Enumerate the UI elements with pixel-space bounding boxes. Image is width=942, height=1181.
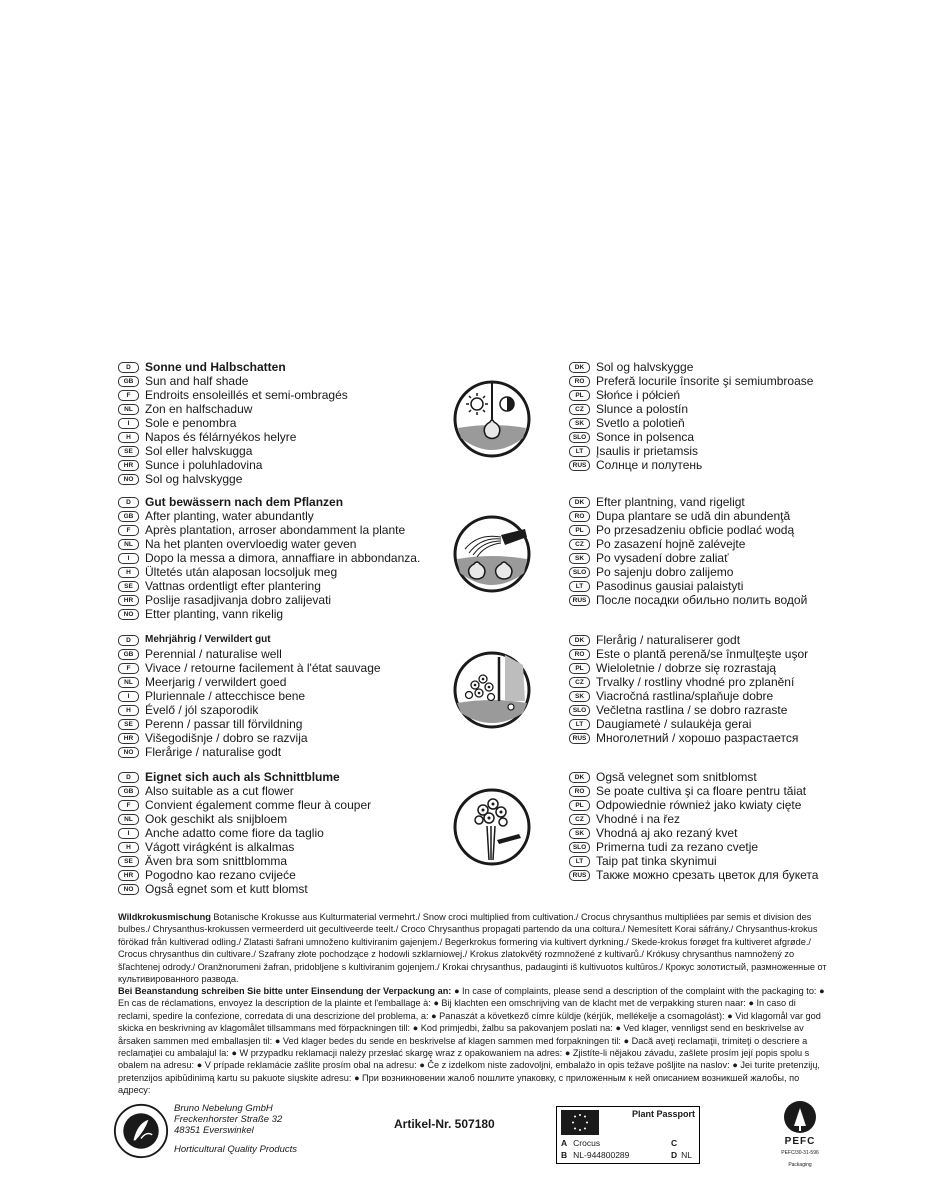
language-code-badge: D xyxy=(118,635,139,646)
language-row-nl xyxy=(118,402,348,416)
language-row-text: Convient également comme fleur à couper xyxy=(145,798,372,812)
language-row-text: Słońce i półcień xyxy=(596,388,681,402)
language-row-text: Višegodišnje / dobro se razvija xyxy=(145,731,308,745)
language-row-text: Zon en halfschaduw xyxy=(145,402,253,416)
language-code-badge: H xyxy=(118,842,139,853)
language-code-badge: F xyxy=(118,525,139,536)
language-row-dk xyxy=(569,633,808,647)
language-code-badge: PL xyxy=(569,800,590,811)
language-code-badge: DK xyxy=(569,497,590,508)
language-row-text: Sol eller halvskugga xyxy=(145,444,253,458)
language-row-text: После посадки обильно полить водой xyxy=(596,593,808,607)
language-row-gb xyxy=(118,647,381,661)
language-code-badge: HR xyxy=(118,733,139,744)
language-row-text: Vivace / retourne facilement à l'état sauvage xyxy=(145,661,381,675)
left-language-column xyxy=(118,495,420,621)
language-row-cz xyxy=(569,812,818,826)
language-row-f xyxy=(118,388,348,402)
language-row-text: Svetlo a polotieň xyxy=(596,416,685,430)
language-code-badge: GB xyxy=(118,511,139,522)
language-code-badge: I xyxy=(118,691,139,702)
language-row-i xyxy=(118,551,420,565)
language-row-text: Este o plantă perenă/se înmulţeşte uşor xyxy=(596,647,809,661)
language-code-badge: SK xyxy=(569,691,590,702)
language-row-text: Efter plantning, vand rigeligt xyxy=(596,495,745,509)
language-row-text: Įsaulis ir prietamsis xyxy=(596,444,699,458)
passport-row-c: C xyxy=(671,1138,678,1148)
language-code-badge: RO xyxy=(569,511,590,522)
language-row-pl xyxy=(569,798,818,812)
footer xyxy=(0,1100,942,1181)
right-language-column xyxy=(569,360,813,472)
language-row-ro xyxy=(569,509,807,523)
language-row-lt xyxy=(569,854,818,868)
language-row-text: Also suitable as a cut flower xyxy=(145,784,294,798)
language-row-dk xyxy=(569,495,807,509)
language-row-se xyxy=(118,579,420,593)
mixture-text: Botanische Krokusse aus Kulturmaterial vermehrt./ Snow croci multiplied from cultivation./ Crocus chrysanthus multipliées par semis et division des bulbes./ Chrysanthus-krokussen vermeerderd uit gecultiveerde teelt./ Croco Chrysanthus propagati partendo da una coltura./ Nemesített Korai sáfrány./ Chrysanthus-krokus förökad från kultiverad odling./ Zlatasti šafrani umnoženo kultiviranim gajenjem./ Begerkrokus formering via kultivert dyrkning./ Skede-krokus forøget fra kultiveret afgrøde./ Crocus chrysanthus din cultivare./ Szafrany złote pochodzące z hodowli szklarniowej./ Krokus zlatokvětý rozmnožené z kultivarů./ Krókusy chrysanthus namnožený zo šľachtenej odrody./ Oranžnorumeni žafran, pridobljene s kultiviranim gojenjem./ Krokai chrysanthus, padauginti iš kultivuotos kultūros./ Крокус золотистый, размноженные от культивированного развода. xyxy=(118,912,827,985)
plant-passport-title: Plant Passport xyxy=(631,1109,695,1119)
language-row-text: Vhodné i na řez xyxy=(596,812,681,826)
language-row-ro xyxy=(569,784,818,798)
language-row-nl xyxy=(118,675,381,689)
language-row-text: Perennial / naturalise well xyxy=(145,647,282,661)
language-row-text: Après plantation, arroser abondamment la plante xyxy=(145,523,406,537)
plant-passport xyxy=(556,1106,700,1164)
language-row-i xyxy=(118,416,348,430)
language-code-badge: RO xyxy=(569,649,590,660)
language-row-text: Также можно срезать цветок для букета xyxy=(596,868,819,882)
language-row-dk xyxy=(569,360,813,374)
language-code-badge: NL xyxy=(118,539,139,550)
language-row-text: After planting, water abundantly xyxy=(145,509,314,523)
language-row-no xyxy=(118,882,371,896)
language-row-text: Anche adatto come fiore da taglio xyxy=(145,826,324,840)
watering-can-icon xyxy=(453,515,531,593)
pefc-tree-icon xyxy=(780,1100,820,1134)
language-row-text: Odpowiednie również jako kwiaty cięte xyxy=(596,798,802,812)
language-row-slo xyxy=(569,430,813,444)
passport-row-b: B NL-944800289 xyxy=(561,1150,630,1160)
language-code-badge: SE xyxy=(118,446,139,457)
cut-flower-bouquet-icon xyxy=(453,788,531,866)
language-row-sk xyxy=(569,689,808,703)
language-row-lt xyxy=(569,444,813,458)
left-language-column xyxy=(118,633,381,759)
language-row-rus xyxy=(569,593,807,607)
language-row-lt xyxy=(569,579,807,593)
language-code-badge: SK xyxy=(569,418,590,429)
company-address xyxy=(174,1103,282,1136)
language-code-badge: SLO xyxy=(569,567,590,578)
language-code-badge: LT xyxy=(569,856,590,867)
language-row-gb xyxy=(118,784,371,798)
language-code-badge: I xyxy=(118,553,139,564)
language-code-badge: NO xyxy=(118,609,139,620)
language-row-se xyxy=(118,854,371,868)
language-code-badge: NL xyxy=(118,677,139,688)
language-row-text: Også egnet som et kutt blomst xyxy=(145,882,308,896)
language-row-no xyxy=(118,607,420,621)
language-row-text: Dopo la messa a dimora, annaffiare in abbondanza. xyxy=(145,551,421,565)
language-row-hr xyxy=(118,868,371,882)
language-row-nl xyxy=(118,812,371,826)
language-code-badge: F xyxy=(118,663,139,674)
language-code-badge: CZ xyxy=(569,677,590,688)
language-code-badge: SK xyxy=(569,553,590,564)
language-row-text: Taip pat tinka skynimui xyxy=(596,854,717,868)
eu-flag-icon xyxy=(561,1110,599,1135)
language-row-ro xyxy=(569,647,808,661)
language-row-text: Pluriennale / attecchisce bene xyxy=(145,689,306,703)
language-row-text: Po vysadení dobre zaliať xyxy=(596,551,729,565)
language-row-text: Vágott virágként is alkalmas xyxy=(145,840,295,854)
perennial-flowers-icon xyxy=(453,651,531,729)
complaint-text: ● In case of complaints, please send a description of the complaint with the packaging to: ● En cas de réclamations, envoyez la description de la plainte et l'emballage à: ● Bij klachten een omschrijving van de klacht met de verpakking sturen naar: ● In caso di reclami, spedire la confezione, corredata di una descrizione del problema, a: ● Panaszát a következő címre küldje (kérjük, mellékelje a csomagolást): ● Vid klagomål var god skicka en beskrivning av klagomålet tillsammans med förpackningen till: ● Kod primjedbi, žalbu sa pakovanjem poslati na: ● Ved klager, vennligst send en beskrivelse av årsaken sammen med emballasjen til: ● Ved klager bedes du sende en beskrivelse af klagen sammen med forpakningen til: ● Dacă aveţi reclamaţii, trimiteţi o descriere a reclamaţiei cu ambalajul la: ● W przypadku reklamacji należy przesłać skargę wraz z opakowaniem na adres: ● Zjistíte-li nějakou závadu, zašlete prosím její popis spolu s obalem na adresu: ● V prípade reklamácie zašlite prosím obal na adresu: ● Če z izdelkom niste zadovoljni, embalažo in opis težave pošljite na naslov: ● Jei turite pretenzijų, pretenzijos apibūdinimą kartu su pakuote siųskite adresu: ● При возникновении жалоб пошлите упаковку, с приложенным к ней описанием возникшей жалобы, по адресу: xyxy=(118,986,825,1096)
complaint-lead: Bei Beanstandung schreiben Sie bitte unter Einsendung der Verpackung an: xyxy=(118,986,452,996)
language-row-text: Trvalky / rostliny vhodné pro zplanění xyxy=(596,675,795,689)
language-row-cz xyxy=(569,402,813,416)
language-row-se xyxy=(118,717,381,731)
language-code-badge: PL xyxy=(569,390,590,401)
language-code-badge: PL xyxy=(569,663,590,674)
passport-row-d: D NL xyxy=(671,1150,693,1160)
language-row-text: Gut bewässern nach dem Pflanzen xyxy=(145,495,344,509)
language-row-text: Dupa plantare se udă din abundenţă xyxy=(596,509,791,523)
language-row-lt xyxy=(569,717,808,731)
language-row-sk xyxy=(569,416,813,430)
language-code-badge: SLO xyxy=(569,432,590,443)
language-code-badge: NL xyxy=(118,404,139,415)
language-code-badge: RUS xyxy=(569,870,590,881)
language-row-i xyxy=(118,689,381,703)
language-row-text: Sol og halvskygge xyxy=(145,472,243,486)
language-code-badge: HR xyxy=(118,460,139,471)
language-code-badge: I xyxy=(118,828,139,839)
language-row-sk xyxy=(569,551,807,565)
language-row-gb xyxy=(118,374,348,388)
language-row-text: Eignet sich auch als Schnittblume xyxy=(145,770,340,784)
language-code-badge: SLO xyxy=(569,842,590,853)
language-row-text: Poslije rasadjivanja dobro zalijevati xyxy=(145,593,332,607)
language-row-pl xyxy=(569,523,807,537)
company-tagline: Horticultural Quality Products xyxy=(174,1144,298,1155)
language-row-h xyxy=(118,703,381,717)
language-row-rus xyxy=(569,868,818,882)
language-row-hr xyxy=(118,593,420,607)
language-code-badge: RUS xyxy=(569,595,590,606)
language-row-no xyxy=(118,472,348,486)
passport-row-a: A Crocus xyxy=(561,1138,601,1148)
language-code-badge: LT xyxy=(569,581,590,592)
language-row-text: Viacročná rastlina/splaňuje dobre xyxy=(596,689,774,703)
language-row-cz xyxy=(569,675,808,689)
language-row-text: Po przesadzeniu obficie podlać wodą xyxy=(596,523,795,537)
right-language-column xyxy=(569,633,808,745)
language-row-text: Ogsă velegnet som snitblomst xyxy=(596,770,757,784)
language-code-badge: CZ xyxy=(569,814,590,825)
article-number: Artikel-Nr. 507180 xyxy=(394,1117,495,1131)
language-row-gb xyxy=(118,509,420,523)
language-code-badge: SK xyxy=(569,828,590,839)
language-row-i xyxy=(118,826,371,840)
language-code-badge: SE xyxy=(118,856,139,867)
language-row-se xyxy=(118,444,348,458)
language-row-pl xyxy=(569,388,813,402)
pefc-title: PEFC xyxy=(784,1136,816,1147)
language-row-text: Sunce i poluhladovina xyxy=(145,458,263,472)
right-language-column xyxy=(569,770,818,882)
language-code-badge: H xyxy=(118,432,139,443)
language-row-text: Po sajenju dobro zalijemo xyxy=(596,565,734,579)
language-row-text: Sun and half shade xyxy=(145,374,249,388)
mixture-description xyxy=(118,911,828,985)
pefc-logo xyxy=(770,1100,830,1181)
language-code-badge: H xyxy=(118,705,139,716)
language-row-text: Sonce in polsenca xyxy=(596,430,695,444)
language-code-badge: CZ xyxy=(569,539,590,550)
sun-half-shade-icon xyxy=(453,380,531,458)
language-row-h xyxy=(118,840,371,854)
right-language-column xyxy=(569,495,807,607)
language-row-text: Preferă locurile însorite şi semiumbroase xyxy=(596,374,814,388)
company-street: Freckenhorster Straße 32 xyxy=(174,1114,283,1125)
language-row-slo xyxy=(569,565,807,579)
language-row-text: Meerjarig / verwildert goed xyxy=(145,675,287,689)
language-code-badge: DK xyxy=(569,635,590,646)
language-row-text: Večletna rastlina / se dobro razraste xyxy=(596,703,788,717)
language-row-text: Flerårig / naturaliserer godt xyxy=(596,633,741,647)
language-code-badge: H xyxy=(118,567,139,578)
language-row-slo xyxy=(569,703,808,717)
language-code-badge: GB xyxy=(118,376,139,387)
language-row-pl xyxy=(569,661,808,675)
language-row-hr xyxy=(118,731,381,745)
mixture-lead: Wildkrokusmischung xyxy=(118,912,211,922)
language-code-badge: D xyxy=(118,497,139,508)
language-row-text: Vattnas ordentligt efter plantering xyxy=(145,579,321,593)
language-code-badge: RUS xyxy=(569,733,590,744)
language-row-d xyxy=(118,770,371,784)
language-row-nl xyxy=(118,537,420,551)
language-row-d xyxy=(118,495,420,509)
language-row-text: Etter planting, vann rikelig xyxy=(145,607,284,621)
language-code-badge: NL xyxy=(118,814,139,825)
language-row-text: Endroits ensoleillés et semi-ombragés xyxy=(145,388,348,402)
language-row-text: Многолетний / хорошо разрастается xyxy=(596,731,799,745)
left-language-column xyxy=(118,360,348,486)
language-code-badge: NO xyxy=(118,884,139,895)
company-name: Bruno Nebelung GmbH xyxy=(174,1103,273,1114)
language-row-cz xyxy=(569,537,807,551)
language-row-text: Évelő / jól szaporodik xyxy=(145,703,259,717)
language-row-ro xyxy=(569,374,813,388)
language-row-text: Sol og halvskygge xyxy=(596,360,694,374)
language-code-badge: NO xyxy=(118,474,139,485)
language-row-f xyxy=(118,661,381,675)
language-code-badge: GB xyxy=(118,649,139,660)
language-row-text: Sonne und Halbschatten xyxy=(145,360,286,374)
pefc-code: PEFC/30-31-596 xyxy=(781,1150,819,1156)
language-row-text: Ültetés után alaposan locsoljuk meg xyxy=(145,565,338,579)
language-code-badge: HR xyxy=(118,870,139,881)
language-code-badge: PL xyxy=(569,525,590,536)
language-row-text: Se poate cultiva şi ca floare pentru tăiat xyxy=(596,784,807,798)
language-row-text: Slunce a polostín xyxy=(596,402,689,416)
language-row-text: Pasodinus gausiai palaistyti xyxy=(596,579,744,593)
language-row-rus xyxy=(569,731,808,745)
complaint-notice xyxy=(118,985,828,1097)
language-row-sk xyxy=(569,826,818,840)
language-code-badge: DK xyxy=(569,772,590,783)
language-row-f xyxy=(118,798,371,812)
language-row-text: Ook geschikt als snijbloem xyxy=(145,812,288,826)
language-row-text: Även bra som snittblomma xyxy=(145,854,288,868)
language-row-text: Po zasazení hojně zalévejte xyxy=(596,537,746,551)
language-row-text: Perenn / passar till förvildning xyxy=(145,717,303,731)
language-code-badge: SLO xyxy=(569,705,590,716)
sustainable-supplier-seal xyxy=(113,1103,169,1159)
language-code-badge: D xyxy=(118,772,139,783)
language-code-badge: F xyxy=(118,800,139,811)
language-row-no xyxy=(118,745,381,759)
language-code-badge: GB xyxy=(118,786,139,797)
language-row-dk xyxy=(569,770,818,784)
language-code-badge: F xyxy=(118,390,139,401)
language-code-badge: LT xyxy=(569,719,590,730)
language-code-badge: LT xyxy=(569,446,590,457)
language-row-d xyxy=(118,360,348,374)
language-row-text: Primerna tudi za rezano cvetje xyxy=(596,840,759,854)
language-code-badge: SE xyxy=(118,581,139,592)
language-row-d xyxy=(118,633,381,647)
language-row-text: Daugiametė / sulaukėja gerai xyxy=(596,717,752,731)
language-code-badge: SE xyxy=(118,719,139,730)
language-code-badge: RO xyxy=(569,376,590,387)
language-row-text: Napos és félárnyékos helyre xyxy=(145,430,297,444)
language-code-badge: RO xyxy=(569,786,590,797)
language-row-rus xyxy=(569,458,813,472)
language-code-badge: D xyxy=(118,362,139,373)
language-row-text: Vhodná aj ako rezaný kvet xyxy=(596,826,738,840)
language-code-badge: CZ xyxy=(569,404,590,415)
company-city: 48351 Everswinkel xyxy=(174,1125,254,1136)
language-code-badge: RUS xyxy=(569,460,590,471)
language-row-slo xyxy=(569,840,818,854)
language-row-hr xyxy=(118,458,348,472)
language-row-text: Wieloletnie / dobrze się rozrastają xyxy=(596,661,777,675)
language-row-f xyxy=(118,523,420,537)
pefc-packaging-label: Packaging xyxy=(788,1162,812,1168)
language-row-text: Flerårige / naturalise godt xyxy=(145,745,282,759)
language-row-text: Mehrjährig / Verwildert gut xyxy=(145,634,271,645)
left-language-column xyxy=(118,770,371,896)
language-row-h xyxy=(118,565,420,579)
language-row-text: Pogodno kao rezano cvijeće xyxy=(145,868,296,882)
language-row-text: Sole e penombra xyxy=(145,416,237,430)
language-code-badge: HR xyxy=(118,595,139,606)
language-code-badge: I xyxy=(118,418,139,429)
language-code-badge: NO xyxy=(118,747,139,758)
language-row-text: Na het planten overvloedig water geven xyxy=(145,537,357,551)
language-row-h xyxy=(118,430,348,444)
language-row-text: Солнце и полутень xyxy=(596,458,703,472)
language-code-badge: DK xyxy=(569,362,590,373)
